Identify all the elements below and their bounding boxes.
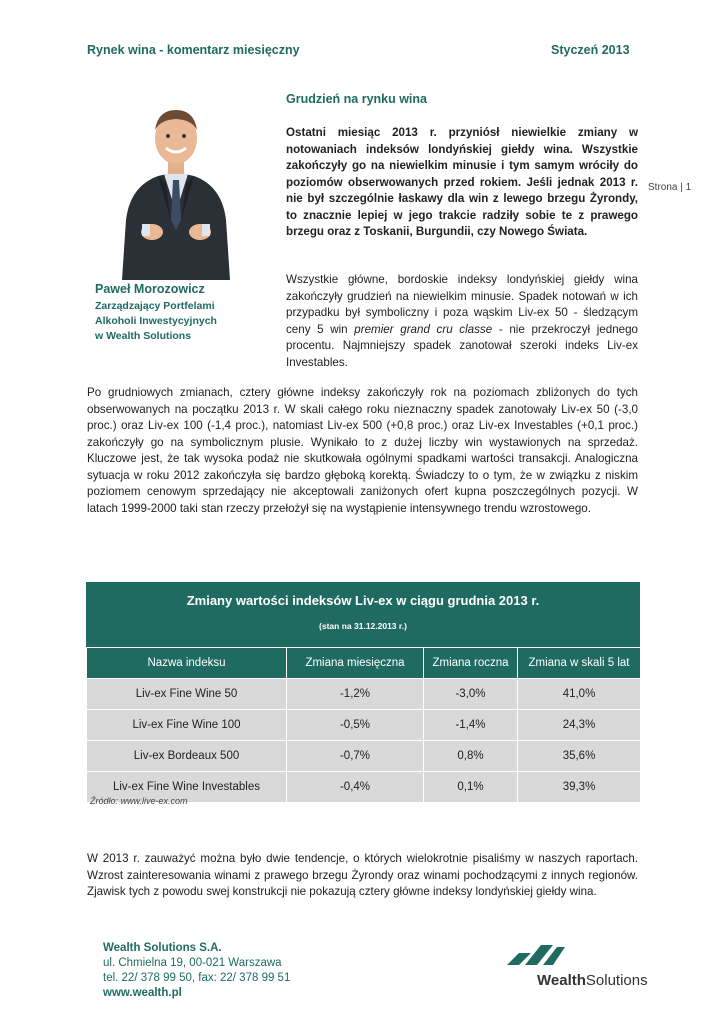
article-paragraph: W 2013 r. zauważyć można było dwie tendencje, o których wielokrotnie pisaliśmy w naszych raportach. Wzrost zainteresowania winami z prawego brzegu Żyrondy oraz winami pochodzącymi z innych regionów. Zjawisk tych z powodu swej konstrukcji nie pokazują cztery główne indeksy londyńskiej giełdy wina. [87, 852, 638, 898]
table-header-row [87, 648, 641, 679]
paragraph-italic: premier grand cru classe [354, 322, 493, 336]
report-title: Rynek wina - komentarz miesięczny [87, 43, 300, 57]
author-role-line: w Wealth Solutions [95, 330, 192, 342]
logo-word: Solutions [585, 972, 648, 989]
table-row [87, 710, 641, 741]
table-title: Zmiany wartości indeksów Liv-ex w ciągu grudnia 2013 r. [186, 593, 540, 608]
company-website-link[interactable]: www.wealth.pl [103, 987, 182, 999]
report-date: Styczeń 2013 [551, 43, 630, 57]
table-cell: 0,1% [424, 772, 518, 803]
company-footer [103, 941, 290, 1001]
author-name: Paweł Morozowicz [95, 282, 205, 296]
table-cell: -3,0% [424, 679, 518, 710]
article-paragraph: Po grudniowych zmianach, cztery główne indeksy zakończyły rok na poziomach zbliżonych do tych obserwowanych na początku 2013 r. W skali całego roku nieznaczny spadek zanotowały Liv-ex 50 (-3,0 proc.) oraz Liv-ex 100 (-1,4 proc.), natomiast Liv-ex 500 (+0,8 proc.) oraz Liv-ex Investables (+0,1 proc.) zakończyły go na symbolicznym plusie. Wynikało to z dużej liczby win wystawionych na sprzedaż. Kluczowe jest, że tak wysoka podaż nie skutkowała ogólnymi spadkami wartości transakcji. Analogiczna sytuacja w roku 2012 zakończyła się bardzo głęboką korektą. Świadczy to o tym, że w związku z niskim poziomem cenowym sprzedający nie akceptowali zaniżonych ofert kupna poszczególnych pozycji. W latach 1999-2000 taki stan rzeczy przełożył się na wystąpienie intensywnego trendu wzrostowego. [87, 386, 638, 515]
table-cell: -1,2% [287, 679, 424, 710]
column-header: Zmiana w skali 5 lat [518, 648, 641, 679]
author-role [95, 299, 245, 344]
page-number: Strona | 1 [648, 182, 692, 193]
table-cell: Liv-ex Fine Wine 100 [87, 710, 287, 741]
table-cell: -0,5% [287, 710, 424, 741]
article-lead: Ostatni miesiąc 2013 r. przyniósł niewielkie zmiany w notowaniach indeksów londyńskiej giełdy wina. Wszystkie zakończyły go na niewielkim minusie i tym samym wróciły do poziomów obserwowanych przed rokiem. Jeśli jednak 2013 r. nie był szczególnie łaskawy dla win z lewego brzegu Żyrondy, to znacznie lepiej w jego trakcie radziły sobie te z prawego brzegu oraz z Toskanii, Burgundii, czy Nowego Świata. [286, 126, 638, 238]
author-photo [112, 100, 240, 280]
company-name: Wealth Solutions S.A. [103, 942, 222, 954]
logo-wordmark [537, 972, 648, 989]
table-cell: 24,3% [518, 710, 641, 741]
company-phone: tel. 22/ 378 99 50, fax: 22/ 378 99 51 [103, 972, 291, 984]
column-header: Zmiana roczna [424, 648, 518, 679]
table-cell: Liv-ex Fine Wine Investables [87, 772, 287, 803]
table-cell: 0,8% [424, 741, 518, 772]
company-address: ul. Chmielna 19, 00-021 Warszawa [103, 957, 282, 969]
paragraph-text: - nie przekroczył jednego procentu. Najmniejszy spadek zanotował szeroki indeks Liv-ex Investables. [286, 322, 638, 369]
table-cell: -0,7% [287, 741, 424, 772]
table-cell: -0,4% [287, 772, 424, 803]
table-cell: 39,3% [518, 772, 641, 803]
table-row [87, 679, 641, 710]
table-source: Źródło: www.live-ex.com [90, 796, 188, 806]
table-cell: Liv-ex Bordeaux 500 [87, 741, 287, 772]
table-header-block [86, 582, 640, 647]
table-cell: -1,4% [424, 710, 518, 741]
table-subtitle: (stan na 31.12.2013 r.) [319, 621, 407, 631]
column-header: Nazwa indeksu [87, 648, 287, 679]
author-role-line: Zarządzający Portfelami [95, 300, 215, 312]
article-title: Grudzień na rynku wina [286, 92, 427, 106]
logo-word: Wealth [537, 972, 586, 989]
paragraph-text: Wszystkie główne, bordoskie indeksy londyńskiej giełdy wina zakończyły grudzień na niewielkim minusie. Spadek notowań w ich przypadku był symboliczny i poza wąskim Liv-ex 50 - śledzącym ceny 5 win [286, 273, 638, 336]
table-cell: Liv-ex Fine Wine 50 [87, 679, 287, 710]
table-row [87, 741, 641, 772]
index-table [86, 582, 640, 803]
table-grid [86, 647, 641, 803]
table-cell: 41,0% [518, 679, 641, 710]
column-header: Zmiana miesięczna [287, 648, 424, 679]
author-role-line: Alkoholi Inwestycyjnych [95, 315, 217, 327]
article-paragraph [286, 272, 638, 371]
table-cell: 35,6% [518, 741, 641, 772]
